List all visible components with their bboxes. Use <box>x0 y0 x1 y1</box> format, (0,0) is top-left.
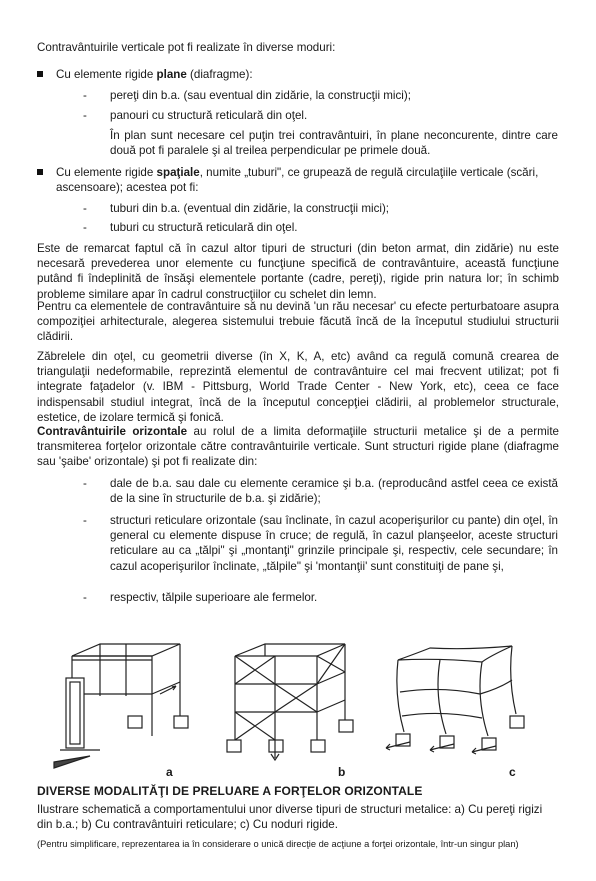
figure-note: (Pentru simplificare, reprezentarea ia în considerare o unică direcţie de acţiune a forţei orizontale, într-un singur plan) <box>37 839 519 849</box>
bold-plane: plane <box>156 68 187 81</box>
figure-title: DIVERSE MODALITĂŢI DE PRELUARE A FORŢELOR ORIZONTALE <box>37 784 423 798</box>
plane-note: În plan sunt necesare cel puţin trei contravântuiri, în plane neconcurente, dintre care două pot fi paralele şi al treilea perpendicular pe primele două. <box>110 129 558 158</box>
structure-b-drawing <box>227 644 353 760</box>
paragraph-2: Pentru ca elementele de contravântuire să nu devină 'un rău necesar' cu efecte perturbatoare asupra compoziţiei arhitecturale, alegerea sistemului trebuie făcută încă de la începutul studiului structurii clădirii. <box>37 300 559 344</box>
bullet-plane-text: Cu elemente rigide plane (diafragme): <box>56 68 253 81</box>
bullet-square-icon <box>37 71 43 77</box>
figure-label-b: b <box>338 765 346 779</box>
bullet-spatial-text: Cu elemente rigide spaţiale, numite „tuburi", ce grupează de regulă circulaţiile verticale (scări, ascensoare); acestea pot fi: <box>56 166 539 195</box>
bullet-square-icon <box>37 169 43 175</box>
intro-line: Contravântuirile verticale pot fi realizate în diverse moduri: <box>37 41 336 54</box>
figure-label-c: c <box>509 765 516 779</box>
document-page: Contravântuirile verticale pot fi realizate în diverse moduri: Cu elemente rigide plane (diafragme): - pereţi din b.a. (sau eventual din zidărie, la construcţii mici); - panouri cu structură reticulară din oţel. În plan sunt necesare cel puţin trei contravântuiri, în plane neconcurente, dintre care două pot fi paralele şi al treilea perpendicular pe primele două. Cu elemente rigide spaţiale, numite „tuburi", ce grupează de regulă circulaţiile verticale (scări, ascensoare); acestea pot fi: - tuburi din b.a. (eventual din zidărie, la construcţii mici); - tuburi cu structură reticulară din oţel. Este de remarcat faptul că în cazul altor tipuri de structuri (din beton armat, din zidărie) nu este necesară prevederea unor elemente cu funcţiune specifică de contravântuire, această funcţiune putând fi îndeplinită de însăşi elementele portante (cadre, pereţi), rigide prin natura lor; în schimb probleme similare apar în cadrul construcţiilor cu schelet din lemn. Pentru ca elementele de contravântuire să nu devină 'un rău necesar' cu efecte perturbatoare asupra compoziţiei arhitecturale, alegerea sistemului trebuie făcută încă de la începutul studiului structurii clădirii. Zăbrelele din oţel, cu geometrii diverse (în X, K, A, etc) având ca regulă comună crearea de triangulaţii nedeformabile, reprezintă elementul de contravântuire cel mai frecvent utilizat; pot fi integrate faţadelor (v. IBM - Pittsburg, World Trade Center - New York, etc), ceea ce face indispensabil studiul integrat, încă de la începutul concepţiei clădirii, al problemelor structurale, estetice, de izolare termică şi fonică. Contravântuirile orizontale au rolul de a limita deformaţiile structurii metalice şi de a permite transmiterea forţelor orizontale către contravântuirile verticale. Sunt structuri rigide plane (diafragme sau 'şaibe' orizontale) şi pot fi realizate din: - dale de b.a. sau dale cu elemente ceramice şi b.a. (reproducând astfel ceea ce există de la sine în structurile de b.a. şi zidărie); - structuri reticulare orizontale (sau înclinate, în cazul acoperişurilor cu pante) din oţel, în general cu elemente dispuse în cruce; de regulă, în cazul planşeelor, aceste structuri reticulare au ca „tălpi" şi „montanţi" grinzile principale şi, respectiv, cele secundare; în cazul acoperişurilor înclinate, „tălpile" şi 'montanţii' sunt constituiţi de pane şi, - respectiv, tălpile superioare ale fermelor. a b c DIVERSE MODALITĂŢI DE PRELUARE A FORŢELOR ORIZONTALE Ilustrare schematică a comportamentului unor diverse tipuri de structuri metalice: a) Cu pereţi rigizi din b.a.; b) Cu contravântuiri reticulare; c) Cu noduri rigide. (Pentru simplificare, reprezentarea ia în considerare o unică direcţie de acţiune a forţei orizontale, într-un singur plan) <box>0 0 596 881</box>
structure-c-drawing <box>386 646 524 754</box>
bold-horizontal: Contravântuirile orizontale <box>37 425 188 438</box>
figure-caption: Ilustrare schematică a comportamentului unor diverse tipuri de structuri metalice: a) Cu pereţi rigizi din b.a.; b) Cu contravântuiri reticulare; c) Cu noduri rigide. <box>37 803 543 832</box>
paragraph-1: Este de remarcat faptul că în cazul altor tipuri de structuri (din beton armat, din zidărie) nu este necesară prevederea unor elemente cu funcţiune specifică de contravântuire, această funcţiune putând fi îndeplinită de însăşi elementele portante (cadre, pereţi), rigide prin natura lor; în schimb probleme similare apar în cadrul construcţiilor cu schelet din lemn. <box>37 242 559 301</box>
structure-a-drawing <box>54 644 188 768</box>
paragraph-3: Zăbrelele din oţel, cu geometrii diverse (în X, K, A, etc) având ca regulă comună crearea de triangulaţii nedeformabile, reprezintă elementul de contravântuire cel mai frecvent utilizat; pot fi integrate faţadelor (v. IBM - Pittsburg, World Trade Center - New York, etc), ceea ce face indispensabil studiul integrat, încă de la începutul concepţiei clădirii, al problemelor structurale, estetice, de izolare termică şi fonică. <box>37 350 559 424</box>
bold-spatial: spaţiale <box>156 166 200 179</box>
paragraph-horizontal: Contravântuirile orizontale au rolul de a limita deformaţiile structurii metalice şi de a permite transmiterea forţelor orizontale către contravântuirile verticale. Sunt structuri rigide plane (diafragme sau 'şaibe' orizontale) şi pot fi realizate din: <box>37 425 559 469</box>
structures-figure <box>40 636 560 776</box>
bullet-spatial <box>37 165 557 197</box>
figure-label-a: a <box>166 765 173 779</box>
bullet-plane <box>37 67 557 83</box>
